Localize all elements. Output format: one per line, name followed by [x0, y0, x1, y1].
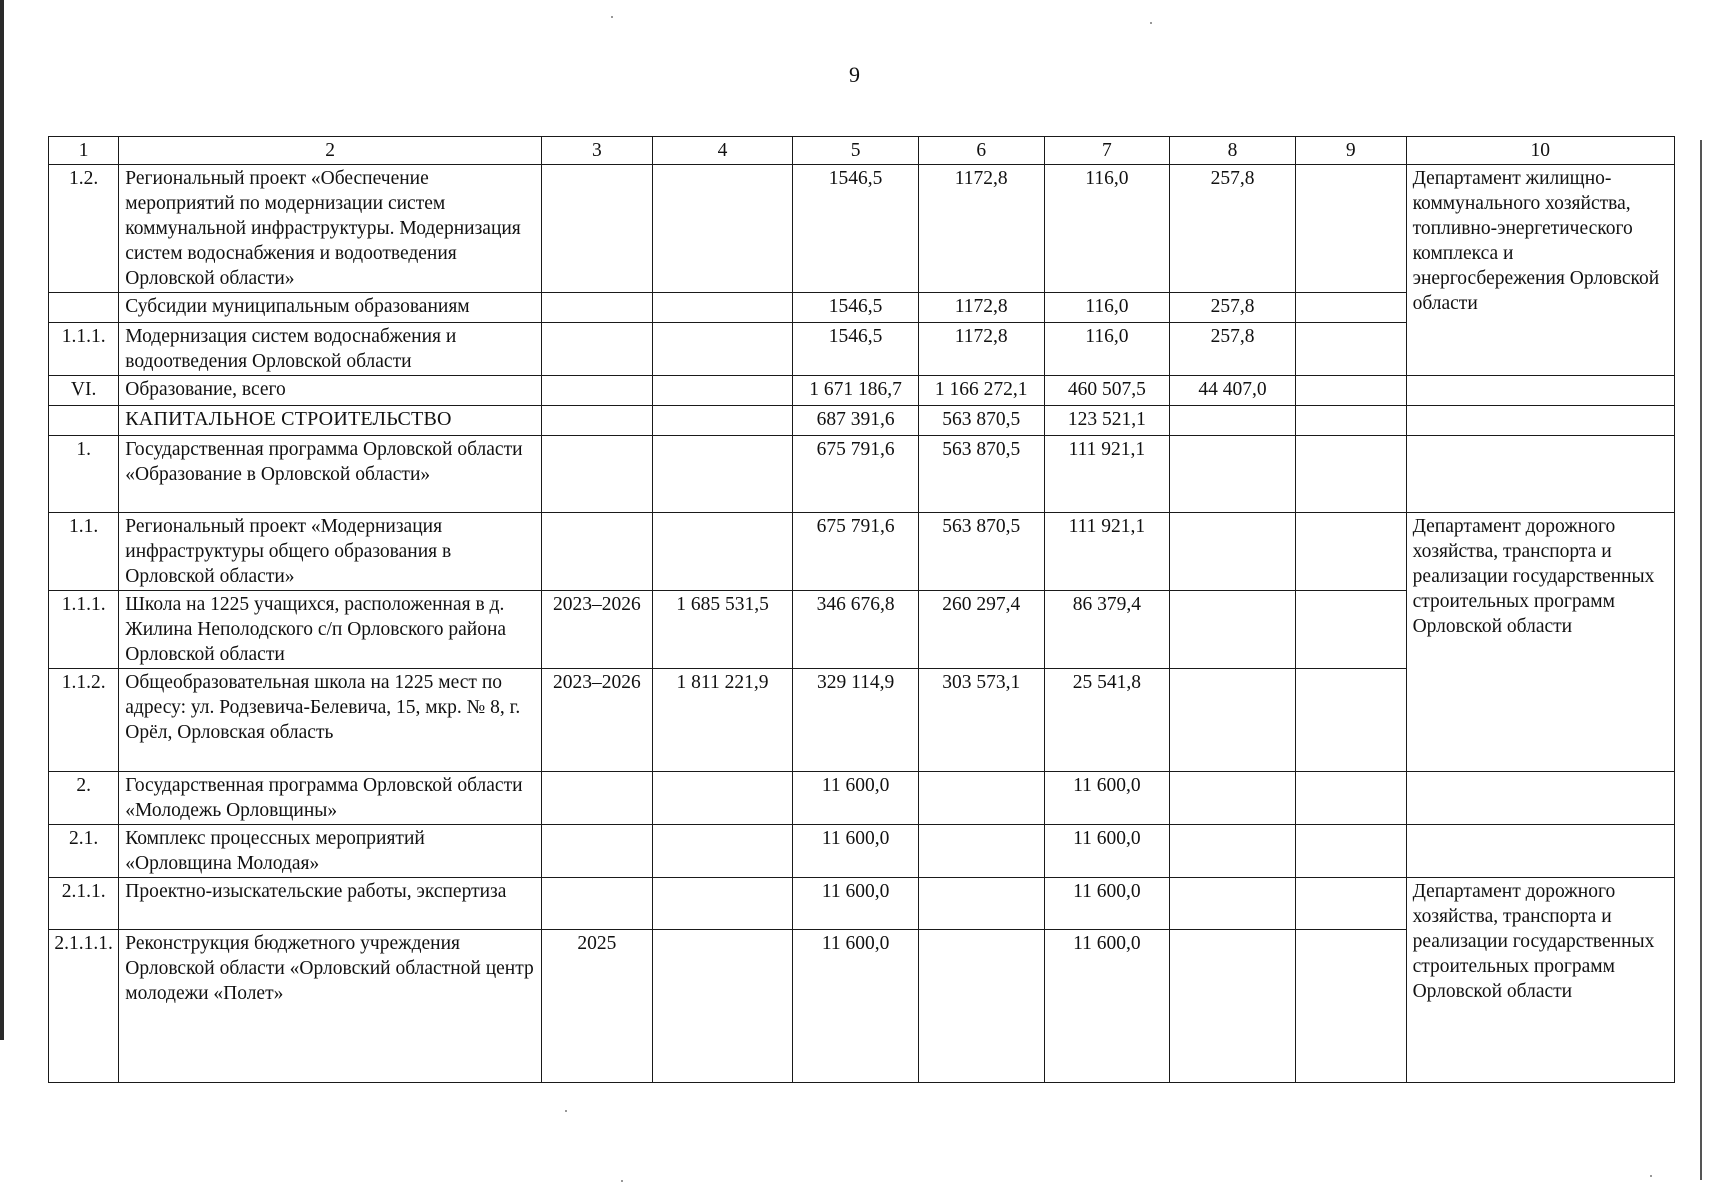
- scan-speck: [621, 1180, 623, 1182]
- row-regional: 11 600,0: [1044, 825, 1170, 878]
- row-cost: [652, 293, 793, 323]
- table-row: [49, 513, 1675, 591]
- row-years: 2023–2026: [542, 669, 653, 772]
- column-header: 10: [1406, 137, 1674, 165]
- responsible-department-empty: [1406, 825, 1674, 878]
- row-other: [1295, 293, 1406, 323]
- row-cost: [652, 165, 793, 293]
- column-header: 5: [793, 137, 919, 165]
- row-years: [542, 376, 653, 406]
- row-federal: [918, 930, 1044, 1083]
- row-years: 2023–2026: [542, 591, 653, 669]
- table-row: [49, 376, 1675, 406]
- row-regional: 111 921,1: [1044, 436, 1170, 513]
- column-header: 8: [1170, 137, 1296, 165]
- row-cost: [652, 930, 793, 1083]
- row-years: [542, 436, 653, 513]
- row-number: 1.1.1.: [49, 591, 119, 669]
- row-cost: [652, 376, 793, 406]
- row-years: [542, 165, 653, 293]
- row-total: 1546,5: [793, 293, 919, 323]
- row-federal: [918, 825, 1044, 878]
- row-name: КАПИТАЛЬНОЕ СТРОИТЕЛЬСТВО: [119, 406, 542, 436]
- row-years: [542, 878, 653, 930]
- row-regional: 86 379,4: [1044, 591, 1170, 669]
- column-header: 7: [1044, 137, 1170, 165]
- row-number: 2.1.1.: [49, 878, 119, 930]
- row-cost: [652, 513, 793, 591]
- row-local: [1170, 878, 1296, 930]
- row-total: 1 671 186,7: [793, 376, 919, 406]
- row-regional: 11 600,0: [1044, 930, 1170, 1083]
- row-other: [1295, 513, 1406, 591]
- responsible-department-empty: [1406, 406, 1674, 436]
- column-header: 2: [119, 137, 542, 165]
- row-federal: 1172,8: [918, 293, 1044, 323]
- row-local: [1170, 825, 1296, 878]
- row-name: Реконструкция бюджетного учреждения Орловской области «Орловский областной центр молодежи «Полет»: [119, 930, 542, 1083]
- row-total: 687 391,6: [793, 406, 919, 436]
- row-other: [1295, 436, 1406, 513]
- row-total: 11 600,0: [793, 825, 919, 878]
- table-row: [49, 165, 1675, 293]
- row-total: 11 600,0: [793, 878, 919, 930]
- table-row: [49, 825, 1675, 878]
- row-cost: [652, 878, 793, 930]
- row-federal: 260 297,4: [918, 591, 1044, 669]
- table-row: [49, 772, 1675, 825]
- row-number: 1.1.2.: [49, 669, 119, 772]
- row-other: [1295, 323, 1406, 376]
- row-number: VI.: [49, 376, 119, 406]
- row-total: 1546,5: [793, 165, 919, 293]
- row-number: 2.: [49, 772, 119, 825]
- scan-speck: [611, 16, 613, 18]
- row-name: Государственная программа Орловской области «Образование в Орловской области»: [119, 436, 542, 513]
- row-federal: 1 166 272,1: [918, 376, 1044, 406]
- row-regional: 460 507,5: [1044, 376, 1170, 406]
- row-name: Модернизация систем водоснабжения и водоотведения Орловской области: [119, 323, 542, 376]
- row-local: 257,8: [1170, 165, 1296, 293]
- row-number: 1.1.: [49, 513, 119, 591]
- row-years: [542, 513, 653, 591]
- row-name: Субсидии муниципальным образованиям: [119, 293, 542, 323]
- row-other: [1295, 930, 1406, 1083]
- row-other: [1295, 772, 1406, 825]
- row-total: 1546,5: [793, 323, 919, 376]
- responsible-department: Департамент жилищно-коммунального хозяйства, топливно-энергетического комплекса и энергосбережения Орловской области: [1406, 165, 1674, 376]
- row-years: 2025: [542, 930, 653, 1083]
- row-name: Школа на 1225 учащихся, расположенная в д. Жилина Неполодского с/п Орловского района Орловской области: [119, 591, 542, 669]
- row-other: [1295, 591, 1406, 669]
- responsible-department: Департамент дорожного хозяйства, транспорта и реализации государственных строительных программ Орловской области: [1406, 513, 1674, 772]
- scan-speck: [1650, 1175, 1652, 1177]
- budget-table: [48, 136, 1675, 1083]
- scan-speck: [565, 1110, 567, 1112]
- row-other: [1295, 406, 1406, 436]
- row-other: [1295, 825, 1406, 878]
- row-cost: [652, 323, 793, 376]
- table-row: [49, 878, 1675, 930]
- column-header: 6: [918, 137, 1044, 165]
- row-cost: [652, 825, 793, 878]
- row-local: [1170, 513, 1296, 591]
- scan-edge-right: [1700, 140, 1702, 1180]
- scan-edge-left: [0, 0, 4, 1040]
- row-federal: 1172,8: [918, 323, 1044, 376]
- row-regional: 11 600,0: [1044, 772, 1170, 825]
- row-federal: 303 573,1: [918, 669, 1044, 772]
- row-total: 675 791,6: [793, 436, 919, 513]
- row-federal: [918, 772, 1044, 825]
- column-header: 4: [652, 137, 793, 165]
- page-number: 9: [849, 62, 860, 87]
- row-local: [1170, 772, 1296, 825]
- responsible-department-empty: [1406, 772, 1674, 825]
- row-cost: [652, 436, 793, 513]
- row-local: [1170, 436, 1296, 513]
- row-years: [542, 825, 653, 878]
- responsible-department-empty: [1406, 436, 1674, 513]
- responsible-department: Департамент дорожного хозяйства, транспорта и реализации государственных строительных программ Орловской области: [1406, 878, 1674, 1083]
- row-federal: 563 870,5: [918, 513, 1044, 591]
- column-header: 3: [542, 137, 653, 165]
- row-number: 2.1.1.1.: [49, 930, 119, 1083]
- row-number: [49, 293, 119, 323]
- row-number: [49, 406, 119, 436]
- row-total: 11 600,0: [793, 772, 919, 825]
- row-federal: 563 870,5: [918, 406, 1044, 436]
- row-other: [1295, 376, 1406, 406]
- row-cost: 1 811 221,9: [652, 669, 793, 772]
- row-years: [542, 772, 653, 825]
- row-federal: 563 870,5: [918, 436, 1044, 513]
- row-other: [1295, 669, 1406, 772]
- row-cost: 1 685 531,5: [652, 591, 793, 669]
- row-local: 257,8: [1170, 293, 1296, 323]
- responsible-department-empty: [1406, 376, 1674, 406]
- row-federal: 1172,8: [918, 165, 1044, 293]
- row-local: [1170, 930, 1296, 1083]
- table-row: [49, 436, 1675, 513]
- row-regional: 116,0: [1044, 165, 1170, 293]
- row-name: Государственная программа Орловской области «Молодежь Орловщины»: [119, 772, 542, 825]
- row-local: [1170, 669, 1296, 772]
- row-total: 675 791,6: [793, 513, 919, 591]
- row-years: [542, 293, 653, 323]
- row-federal: [918, 878, 1044, 930]
- table-row: [49, 406, 1675, 436]
- row-total: 11 600,0: [793, 930, 919, 1083]
- column-header: 1: [49, 137, 119, 165]
- row-number: 2.1.: [49, 825, 119, 878]
- row-other: [1295, 165, 1406, 293]
- row-local: [1170, 406, 1296, 436]
- row-local: [1170, 591, 1296, 669]
- row-cost: [652, 772, 793, 825]
- scan-speck: [1150, 22, 1152, 24]
- row-regional: 11 600,0: [1044, 878, 1170, 930]
- row-regional: 123 521,1: [1044, 406, 1170, 436]
- row-name: Региональный проект «Обеспечение мероприятий по модернизации систем коммунальной инфраструктуры. Модернизация систем водоснабжения и водоотведения Орловской области»: [119, 165, 542, 293]
- row-number: 1.2.: [49, 165, 119, 293]
- row-cost: [652, 406, 793, 436]
- column-header: 9: [1295, 137, 1406, 165]
- row-total: 329 114,9: [793, 669, 919, 772]
- row-name: Комплекс процессных мероприятий «Орловщина Молодая»: [119, 825, 542, 878]
- row-years: [542, 323, 653, 376]
- row-number: 1.1.1.: [49, 323, 119, 376]
- row-local: 257,8: [1170, 323, 1296, 376]
- row-name: Образование, всего: [119, 376, 542, 406]
- row-regional: 111 921,1: [1044, 513, 1170, 591]
- header-row: [49, 137, 1675, 165]
- row-local: 44 407,0: [1170, 376, 1296, 406]
- row-name: Региональный проект «Модернизация инфраструктуры общего образования в Орловской области»: [119, 513, 542, 591]
- row-name: Проектно-изыскательские работы, экспертиза: [119, 878, 542, 930]
- row-years: [542, 406, 653, 436]
- row-other: [1295, 878, 1406, 930]
- row-total: 346 676,8: [793, 591, 919, 669]
- row-regional: 25 541,8: [1044, 669, 1170, 772]
- row-regional: 116,0: [1044, 293, 1170, 323]
- row-number: 1.: [49, 436, 119, 513]
- row-name: Общеобразовательная школа на 1225 мест по адресу: ул. Родзевича-Белевича, 15, мкр. № 8, г. Орёл, Орловская область: [119, 669, 542, 772]
- row-regional: 116,0: [1044, 323, 1170, 376]
